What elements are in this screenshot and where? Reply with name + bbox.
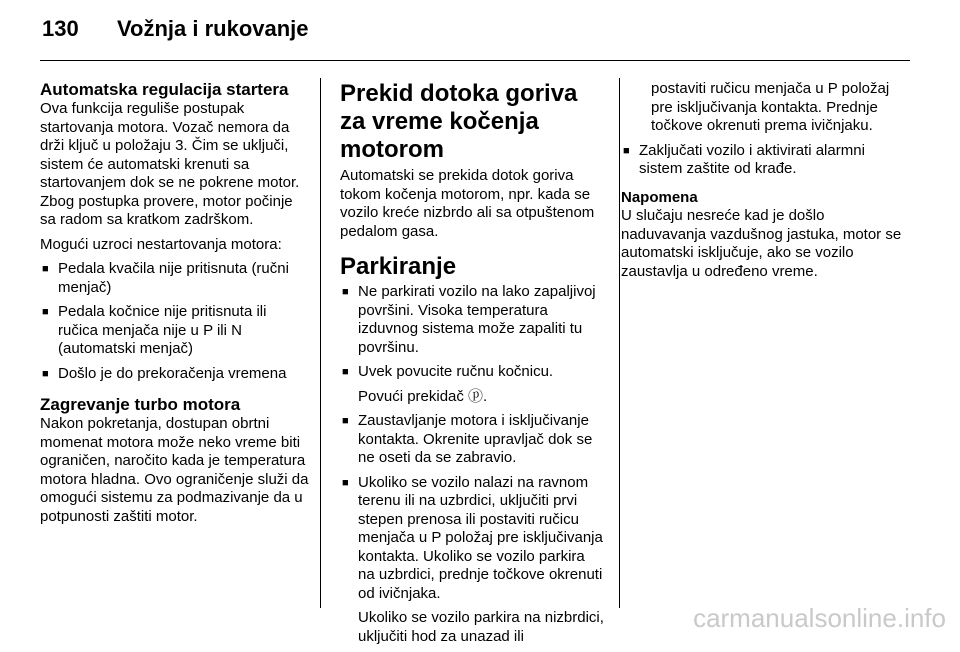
security-list [621, 142, 906, 179]
bullet-icon: ■ [623, 144, 630, 157]
bullet-icon: ■ [342, 415, 349, 427]
list-item: ■ Pedala kvačila nije pritisnuta (ručni menjač) [42, 260, 289, 296]
bullet-icon: ■ [42, 306, 49, 318]
bullet-icon: ■ [42, 263, 49, 275]
continuation-text: postaviti ručicu menjača u P položaj pre isključivanja kontakta. Prednje točkove okrenuti prema ivičnjaku. [651, 80, 890, 134]
list-item: ■ Uvek povucite ručnu kočnicu. Povući prekidač ⓟ. [340, 363, 605, 406]
column-divider-1 [320, 78, 321, 608]
bullet-icon: ■ [42, 367, 49, 380]
section-heading-turbo: Zagrevanje turbo motora [40, 395, 241, 414]
section-heading-starter: Automatska regulacija startera [40, 80, 289, 99]
note-heading: Napomena [621, 188, 698, 206]
section-heading-parking: Parkiranje [340, 253, 457, 280]
list-item: ■ Došlo je do prekoračenja vremena [42, 364, 287, 382]
list-item: ■ Ne parkirati vozilo na lako zapaljivoj površini. Visoka temperatura izduvnog sistema može zapaliti tu površinu. [342, 283, 596, 356]
column-3 [621, 80, 906, 281]
page-number: 130 [42, 16, 79, 41]
note-text: U slučaju nesreće kad je došlo naduvavanja vazdušnog jastuka, motor se automatski isključuje, ako se vozilo zaustavlja u određeno vreme. [621, 207, 902, 280]
causes-list [40, 260, 310, 383]
turbo-paragraph: Nakon pokretanja, dostupan obrtni momenat motora može neko vreme biti ograničen, naročito kada je temperatura motora hladna. Ovo ograničenje služi da omogući sistemu za podmazivanje da u potpunosti zaštiti motor. [40, 415, 309, 525]
bullet-icon: ■ [342, 366, 349, 378]
slope-sub-step: Ukoliko se vozilo parkira na nizbrdici, uključiti hod za unazad ili [358, 609, 604, 645]
section-heading-fuel-cutoff: Prekid dotoka goriva za vreme kočenja motorom [340, 80, 578, 163]
list-item: ■ Ukoliko se vozilo nalazi na ravnom terenu ili na uzbrdici, uključiti prvi stepen prenosa ili postaviti ručicu menjača u P položaj pre isključivanja kontakta. Ukoliko se vozilo parkira na uzbrdici, prednje točkove okrenuti od ivičnjaka. Ukoliko se vozilo parkira na nizbrdici, uključiti hod za unazad ili [342, 473, 604, 645]
brake-sub-step: Povući prekidač ⓟ. [358, 387, 488, 405]
bullet-icon: ■ [342, 476, 349, 489]
causes-intro: Mogući uzroci nestartovanja motora: [40, 235, 282, 253]
parking-list [340, 283, 605, 646]
header-rule [40, 60, 910, 61]
bullet-icon: ■ [342, 286, 349, 298]
column-1 [40, 80, 310, 526]
watermark: carmanualsonline.info [693, 603, 946, 633]
list-item: ■ Zaustavljanje motora i isključivanje kontakta. Okrenite upravljač dok se ne oseti da se zabravio. [342, 412, 593, 466]
list-item: ■ Pedala kočnice nije pritisnuta ili ručica menjača nije u P ili N (automatski menjač) [42, 303, 267, 357]
column-2 [340, 80, 605, 652]
fuel-cutoff-paragraph: Automatski se prekida dotok goriva tokom kočenja motorom, npr. kada se vozilo kreće nizbrdo ali sa otpuštenom pedalom gasa. [340, 167, 595, 240]
starter-paragraph: Ova funkcija reguliše postupak startovanja motora. Vozač nemora da drži ključ u položaju 3. Čim se uključi, sistem će automatski krenuti sa startovanjem dok se ne pokrene motor. Zbog postupka provere, motor počinje sa radom sa kratkom zadrškom. [40, 100, 300, 228]
list-item: ■ Zaključati vozilo i aktivirati alarmni sistem zaštite od krađe. [623, 141, 865, 177]
page-title: Vožnja i rukovanje [117, 16, 309, 41]
column-divider-2 [619, 78, 620, 608]
